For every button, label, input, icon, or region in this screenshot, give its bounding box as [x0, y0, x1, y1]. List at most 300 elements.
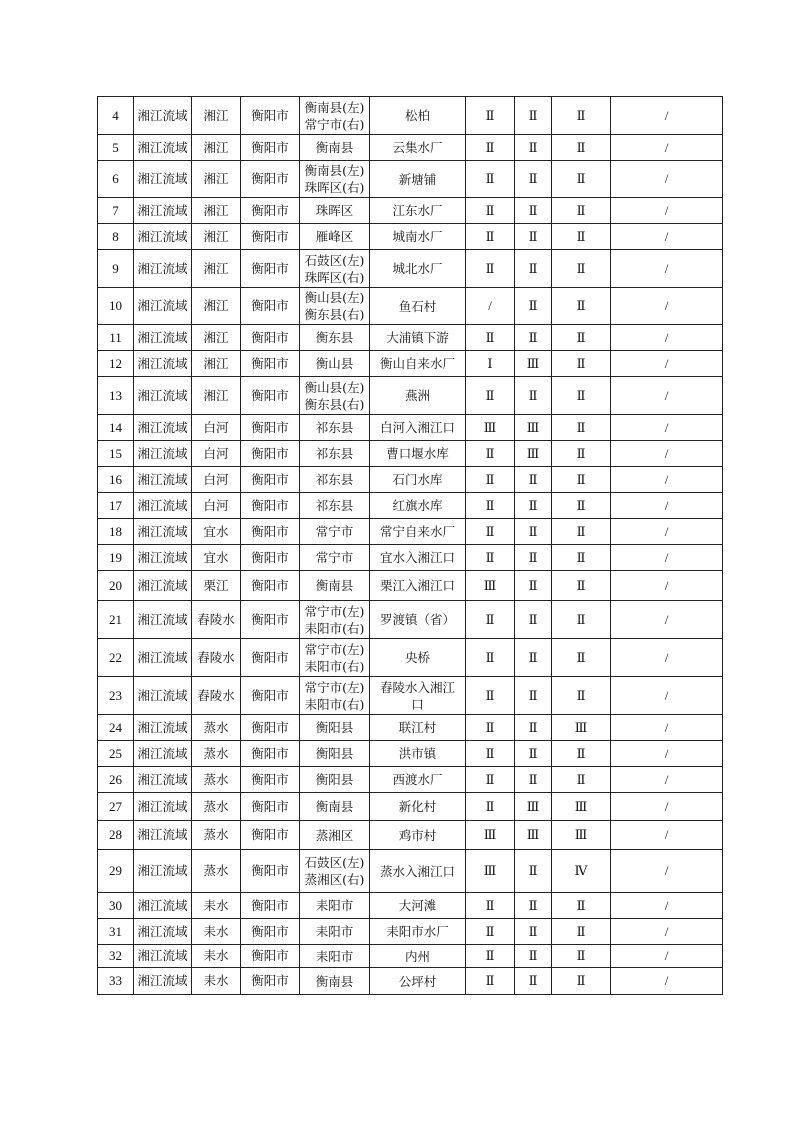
water-quality-table — [97, 96, 723, 995]
city-cell: 衡阳市 — [241, 325, 300, 351]
city-cell: 衡阳市 — [241, 97, 300, 135]
county-cell — [300, 441, 370, 467]
note-cell: / — [611, 441, 723, 467]
county-line: 石鼓区(左) — [304, 855, 365, 870]
county-line: 珠晖区 — [315, 203, 354, 218]
table-row — [98, 571, 723, 601]
water-class-cell-3: Ⅱ — [552, 945, 611, 968]
basin-cell: 湘江流域 — [134, 224, 192, 250]
water-class-cell-1: Ⅱ — [466, 741, 515, 767]
city-cell: 衡阳市 — [241, 224, 300, 250]
river-cell: 湘江 — [192, 198, 241, 224]
county-cell — [300, 325, 370, 351]
river-cell: 蒸水 — [192, 767, 241, 793]
basin-cell: 湘江流域 — [134, 519, 192, 545]
river-cell: 湘江 — [192, 97, 241, 135]
water-class-cell-2: Ⅲ — [515, 821, 552, 850]
table-row — [98, 415, 723, 441]
monitoring-site-cell: 栗江入湘江口 — [370, 571, 466, 601]
water-class-cell-2: Ⅲ — [515, 351, 552, 377]
serial-number-cell: 16 — [98, 467, 134, 493]
serial-number-cell: 7 — [98, 198, 134, 224]
table-row — [98, 161, 723, 198]
water-class-cell-3: Ⅱ — [552, 741, 611, 767]
river-cell: 湘江 — [192, 224, 241, 250]
table-row — [98, 288, 723, 325]
river-cell: 湘江 — [192, 250, 241, 288]
table-row — [98, 767, 723, 793]
note-cell: / — [611, 161, 723, 198]
water-class-cell-2: Ⅱ — [515, 919, 552, 945]
county-cell — [300, 968, 370, 995]
table-row — [98, 351, 723, 377]
county-line: 耒阳市(右) — [304, 658, 365, 674]
table-row — [98, 968, 723, 995]
water-class-cell-1: Ⅱ — [466, 441, 515, 467]
serial-number-cell: 23 — [98, 677, 134, 715]
serial-number-cell: 14 — [98, 415, 134, 441]
county-line: 常宁市(右) — [304, 116, 365, 132]
monitoring-site-cell: 洪市镇 — [370, 741, 466, 767]
water-class-cell-3: Ⅱ — [552, 893, 611, 919]
monitoring-site-cell: 新化村 — [370, 793, 466, 821]
note-cell: / — [611, 415, 723, 441]
water-class-cell-3: Ⅱ — [552, 97, 611, 135]
county-line: 祁东县 — [315, 420, 354, 435]
basin-cell: 湘江流域 — [134, 161, 192, 198]
monitoring-site-cell: 宜水入湘江口 — [370, 545, 466, 571]
county-cell — [300, 224, 370, 250]
table-row — [98, 519, 723, 545]
monitoring-site-cell: 鱼石村 — [370, 288, 466, 325]
county-line: 珠晖区(右) — [304, 269, 365, 285]
basin-cell: 湘江流域 — [134, 97, 192, 135]
water-class-cell-3: Ⅱ — [552, 377, 611, 415]
serial-number-cell: 21 — [98, 601, 134, 639]
county-line: 祁东县 — [315, 446, 354, 461]
city-cell: 衡阳市 — [241, 545, 300, 571]
table-row — [98, 893, 723, 919]
river-cell: 白河 — [192, 441, 241, 467]
water-class-cell-2: Ⅱ — [515, 198, 552, 224]
water-class-cell-3: Ⅲ — [552, 821, 611, 850]
water-class-cell-2: Ⅱ — [515, 135, 552, 161]
county-cell — [300, 821, 370, 850]
table-row — [98, 545, 723, 571]
county-cell — [300, 545, 370, 571]
water-class-cell-2: Ⅱ — [515, 893, 552, 919]
water-class-cell-1: Ⅱ — [466, 545, 515, 571]
water-class-cell-3: Ⅱ — [552, 571, 611, 601]
water-class-cell-3: Ⅲ — [552, 715, 611, 741]
note-cell: / — [611, 198, 723, 224]
water-class-cell-2: Ⅱ — [515, 250, 552, 288]
basin-cell: 湘江流域 — [134, 135, 192, 161]
county-line: 雁峰区 — [315, 229, 354, 244]
county-cell — [300, 467, 370, 493]
water-class-cell-3: Ⅱ — [552, 519, 611, 545]
city-cell: 衡阳市 — [241, 135, 300, 161]
county-line: 祁东县 — [315, 498, 354, 513]
river-cell: 蒸水 — [192, 821, 241, 850]
city-cell: 衡阳市 — [241, 161, 300, 198]
table-row — [98, 198, 723, 224]
note-cell: / — [611, 639, 723, 677]
note-cell: / — [611, 741, 723, 767]
county-cell — [300, 97, 370, 135]
county-cell — [300, 715, 370, 741]
basin-cell: 湘江流域 — [134, 850, 192, 893]
basin-cell: 湘江流域 — [134, 919, 192, 945]
basin-cell: 湘江流域 — [134, 639, 192, 677]
monitoring-site-cell: 云集水厂 — [370, 135, 466, 161]
monitoring-site-cell: 新塘铺 — [370, 161, 466, 198]
river-cell: 舂陵水 — [192, 677, 241, 715]
basin-cell: 湘江流域 — [134, 821, 192, 850]
monitoring-site-cell: 曹口堰水库 — [370, 441, 466, 467]
county-line: 衡山县(左) — [304, 290, 365, 305]
water-class-cell-3: Ⅱ — [552, 545, 611, 571]
county-line: 衡南县(左) — [304, 99, 365, 115]
note-cell: / — [611, 677, 723, 715]
water-class-cell-2: Ⅱ — [515, 741, 552, 767]
water-class-cell-2: Ⅱ — [515, 677, 552, 715]
water-class-cell-3: Ⅱ — [552, 250, 611, 288]
water-class-cell-2: Ⅱ — [515, 968, 552, 995]
monitoring-site-cell: 公坪村 — [370, 968, 466, 995]
county-line: 衡南县 — [315, 973, 354, 989]
note-cell: / — [611, 968, 723, 995]
basin-cell: 湘江流域 — [134, 571, 192, 601]
county-cell — [300, 250, 370, 288]
river-cell: 耒水 — [192, 893, 241, 919]
note-cell: / — [611, 850, 723, 893]
county-line: 衡山县 — [315, 356, 354, 371]
county-cell — [300, 919, 370, 945]
county-cell — [300, 677, 370, 715]
city-cell: 衡阳市 — [241, 893, 300, 919]
river-cell: 耒水 — [192, 945, 241, 968]
county-line: 常宁市(左) — [304, 641, 365, 657]
monitoring-site-cell: 联江村 — [370, 715, 466, 741]
city-cell: 衡阳市 — [241, 351, 300, 377]
county-cell — [300, 377, 370, 415]
water-class-cell-1: Ⅱ — [466, 793, 515, 821]
river-cell: 蒸水 — [192, 850, 241, 893]
water-class-cell-3: Ⅱ — [552, 135, 611, 161]
table-row — [98, 677, 723, 715]
river-cell: 耒水 — [192, 919, 241, 945]
county-line: 衡山县(左) — [304, 379, 365, 395]
monitoring-site-cell: 城南水厂 — [370, 224, 466, 250]
monitoring-site-cell: 大浦镇下游 — [370, 325, 466, 351]
county-line: 衡南县 — [315, 578, 354, 593]
water-class-cell-1: Ⅱ — [466, 224, 515, 250]
monitoring-site-cell: 松柏 — [370, 97, 466, 135]
serial-number-cell: 15 — [98, 441, 134, 467]
basin-cell: 湘江流域 — [134, 288, 192, 325]
water-class-cell-3: Ⅱ — [552, 288, 611, 325]
water-class-cell-1: Ⅱ — [466, 377, 515, 415]
county-line: 耒阳市(右) — [304, 620, 365, 636]
county-line: 常宁市 — [315, 550, 354, 565]
note-cell: / — [611, 519, 723, 545]
serial-number-cell: 13 — [98, 377, 134, 415]
monitoring-site-cell: 大河滩 — [370, 893, 466, 919]
river-cell: 宜水 — [192, 519, 241, 545]
serial-number-cell: 28 — [98, 821, 134, 850]
note-cell: / — [611, 351, 723, 377]
serial-number-cell: 32 — [98, 945, 134, 968]
monitoring-site-cell: 常宁自来水厂 — [370, 519, 466, 545]
basin-cell: 湘江流域 — [134, 493, 192, 519]
note-cell: / — [611, 545, 723, 571]
city-cell: 衡阳市 — [241, 741, 300, 767]
serial-number-cell: 17 — [98, 493, 134, 519]
monitoring-site-cell: 江东水厂 — [370, 198, 466, 224]
city-cell: 衡阳市 — [241, 919, 300, 945]
county-cell — [300, 135, 370, 161]
note-cell: / — [611, 224, 723, 250]
note-cell: / — [611, 377, 723, 415]
basin-cell: 湘江流域 — [134, 467, 192, 493]
basin-cell: 湘江流域 — [134, 351, 192, 377]
county-line: 珠晖区(右) — [304, 180, 365, 195]
water-class-cell-1: Ⅱ — [466, 601, 515, 639]
serial-number-cell: 4 — [98, 97, 134, 135]
county-cell — [300, 161, 370, 198]
monitoring-site-cell: 央桥 — [370, 639, 466, 677]
table-row — [98, 793, 723, 821]
note-cell: / — [611, 250, 723, 288]
water-class-cell-3: Ⅱ — [552, 351, 611, 377]
water-class-cell-2: Ⅱ — [515, 715, 552, 741]
serial-number-cell: 33 — [98, 968, 134, 995]
water-class-cell-2: Ⅱ — [515, 467, 552, 493]
note-cell: / — [611, 919, 723, 945]
basin-cell: 湘江流域 — [134, 198, 192, 224]
city-cell: 衡阳市 — [241, 288, 300, 325]
water-class-cell-1: Ⅱ — [466, 161, 515, 198]
water-class-cell-2: Ⅱ — [515, 767, 552, 793]
county-cell — [300, 493, 370, 519]
water-class-cell-2: Ⅱ — [515, 545, 552, 571]
water-class-cell-3: Ⅱ — [552, 325, 611, 351]
serial-number-cell: 29 — [98, 850, 134, 893]
water-class-cell-2: Ⅲ — [515, 441, 552, 467]
county-line: 衡南县(左) — [304, 163, 365, 178]
table-row — [98, 493, 723, 519]
county-line: 衡阳县 — [315, 772, 354, 787]
note-cell: / — [611, 793, 723, 821]
river-cell: 白河 — [192, 415, 241, 441]
serial-number-cell: 22 — [98, 639, 134, 677]
water-class-cell-1: Ⅲ — [466, 415, 515, 441]
city-cell: 衡阳市 — [241, 250, 300, 288]
river-cell: 蒸水 — [192, 715, 241, 741]
note-cell: / — [611, 767, 723, 793]
water-class-cell-2: Ⅱ — [515, 325, 552, 351]
water-class-cell-2: Ⅱ — [515, 519, 552, 545]
water-class-cell-3: Ⅱ — [552, 224, 611, 250]
county-line: 耒阳市 — [315, 898, 354, 913]
river-cell: 湘江 — [192, 288, 241, 325]
note-cell: / — [611, 135, 723, 161]
city-cell: 衡阳市 — [241, 415, 300, 441]
water-class-cell-1: Ⅱ — [466, 519, 515, 545]
monitoring-site-cell: 内州 — [370, 945, 466, 968]
serial-number-cell: 5 — [98, 135, 134, 161]
city-cell: 衡阳市 — [241, 850, 300, 893]
water-class-cell-1: Ⅱ — [466, 919, 515, 945]
water-class-cell-3: Ⅱ — [552, 415, 611, 441]
water-class-cell-1: Ⅱ — [466, 715, 515, 741]
river-cell: 白河 — [192, 493, 241, 519]
table-row — [98, 945, 723, 968]
basin-cell: 湘江流域 — [134, 545, 192, 571]
monitoring-site-cell: 石门水库 — [370, 467, 466, 493]
monitoring-site-cell: 舂陵水入湘江口 — [370, 677, 466, 715]
water-class-cell-1: Ⅱ — [466, 135, 515, 161]
monitoring-site-cell: 红旗水库 — [370, 493, 466, 519]
serial-number-cell: 19 — [98, 545, 134, 571]
note-cell: / — [611, 571, 723, 601]
water-class-cell-1: Ⅱ — [466, 893, 515, 919]
table-row — [98, 224, 723, 250]
county-cell — [300, 793, 370, 821]
basin-cell: 湘江流域 — [134, 677, 192, 715]
county-line: 常宁市(左) — [304, 603, 365, 619]
monitoring-site-cell: 罗渡镇（省） — [370, 601, 466, 639]
table-row — [98, 97, 723, 135]
water-class-cell-1: Ⅰ — [466, 351, 515, 377]
city-cell: 衡阳市 — [241, 377, 300, 415]
monitoring-site-cell: 鸡市村 — [370, 821, 466, 850]
water-class-cell-1: Ⅱ — [466, 767, 515, 793]
county-line: 衡东县(右) — [304, 307, 365, 322]
city-cell: 衡阳市 — [241, 601, 300, 639]
county-line: 蒸湘区(右) — [304, 872, 365, 887]
water-class-cell-2: Ⅱ — [515, 945, 552, 968]
county-line: 衡南县 — [315, 140, 354, 155]
water-class-cell-3: Ⅱ — [552, 467, 611, 493]
serial-number-cell: 10 — [98, 288, 134, 325]
river-cell: 耒水 — [192, 968, 241, 995]
basin-cell: 湘江流域 — [134, 415, 192, 441]
county-cell — [300, 198, 370, 224]
city-cell: 衡阳市 — [241, 821, 300, 850]
county-cell — [300, 945, 370, 968]
city-cell: 衡阳市 — [241, 639, 300, 677]
water-class-cell-1: Ⅱ — [466, 250, 515, 288]
note-cell: / — [611, 97, 723, 135]
water-class-cell-2: Ⅱ — [515, 493, 552, 519]
table-row — [98, 741, 723, 767]
water-class-cell-1: Ⅱ — [466, 677, 515, 715]
water-class-cell-3: Ⅱ — [552, 441, 611, 467]
serial-number-cell: 30 — [98, 893, 134, 919]
serial-number-cell: 24 — [98, 715, 134, 741]
county-cell — [300, 351, 370, 377]
serial-number-cell: 26 — [98, 767, 134, 793]
water-class-cell-2: Ⅲ — [515, 415, 552, 441]
county-cell — [300, 288, 370, 325]
serial-number-cell: 20 — [98, 571, 134, 601]
county-cell — [300, 571, 370, 601]
basin-cell: 湘江流域 — [134, 250, 192, 288]
city-cell: 衡阳市 — [241, 571, 300, 601]
county-line: 蒸湘区 — [315, 827, 354, 843]
water-class-cell-1: Ⅱ — [466, 97, 515, 135]
water-class-cell-1: Ⅱ — [466, 945, 515, 968]
basin-cell: 湘江流域 — [134, 377, 192, 415]
serial-number-cell: 27 — [98, 793, 134, 821]
basin-cell: 湘江流域 — [134, 968, 192, 995]
table-row — [98, 601, 723, 639]
county-cell — [300, 639, 370, 677]
note-cell: / — [611, 493, 723, 519]
water-class-cell-2: Ⅱ — [515, 850, 552, 893]
table-row — [98, 325, 723, 351]
water-class-cell-2: Ⅲ — [515, 793, 552, 821]
water-class-cell-2: Ⅱ — [515, 639, 552, 677]
water-class-cell-1: / — [466, 288, 515, 325]
table-row — [98, 377, 723, 415]
monitoring-site-cell: 城北水厂 — [370, 250, 466, 288]
county-cell — [300, 519, 370, 545]
serial-number-cell: 9 — [98, 250, 134, 288]
water-class-cell-2: Ⅱ — [515, 288, 552, 325]
serial-number-cell: 18 — [98, 519, 134, 545]
serial-number-cell: 6 — [98, 161, 134, 198]
river-cell: 湘江 — [192, 377, 241, 415]
city-cell: 衡阳市 — [241, 519, 300, 545]
county-line: 石鼓区(左) — [304, 252, 365, 268]
water-class-cell-3: Ⅲ — [552, 793, 611, 821]
monitoring-site-cell: 燕洲 — [370, 377, 466, 415]
water-class-cell-3: Ⅱ — [552, 161, 611, 198]
note-cell: / — [611, 821, 723, 850]
water-class-cell-2: Ⅱ — [515, 601, 552, 639]
river-cell: 蒸水 — [192, 793, 241, 821]
county-cell — [300, 415, 370, 441]
county-line: 耒阳市 — [315, 924, 354, 939]
county-cell — [300, 741, 370, 767]
monitoring-site-cell: 蒸水入湘江口 — [370, 850, 466, 893]
city-cell: 衡阳市 — [241, 198, 300, 224]
water-class-cell-1: Ⅲ — [466, 821, 515, 850]
water-class-cell-1: Ⅱ — [466, 639, 515, 677]
river-cell: 湘江 — [192, 161, 241, 198]
river-cell: 湘江 — [192, 135, 241, 161]
monitoring-site-cell: 衡山自来水厂 — [370, 351, 466, 377]
river-cell: 舂陵水 — [192, 601, 241, 639]
city-cell: 衡阳市 — [241, 715, 300, 741]
water-class-cell-3: Ⅱ — [552, 198, 611, 224]
water-class-cell-1: Ⅱ — [466, 467, 515, 493]
monitoring-site-cell: 西渡水厂 — [370, 767, 466, 793]
county-line: 耒阳市 — [315, 948, 354, 964]
city-cell: 衡阳市 — [241, 945, 300, 968]
county-line: 常宁市 — [315, 524, 354, 539]
river-cell: 蒸水 — [192, 741, 241, 767]
county-cell — [300, 850, 370, 893]
water-class-cell-1: Ⅱ — [466, 325, 515, 351]
table-row — [98, 821, 723, 850]
county-cell — [300, 601, 370, 639]
water-class-cell-2: Ⅱ — [515, 161, 552, 198]
county-cell — [300, 893, 370, 919]
